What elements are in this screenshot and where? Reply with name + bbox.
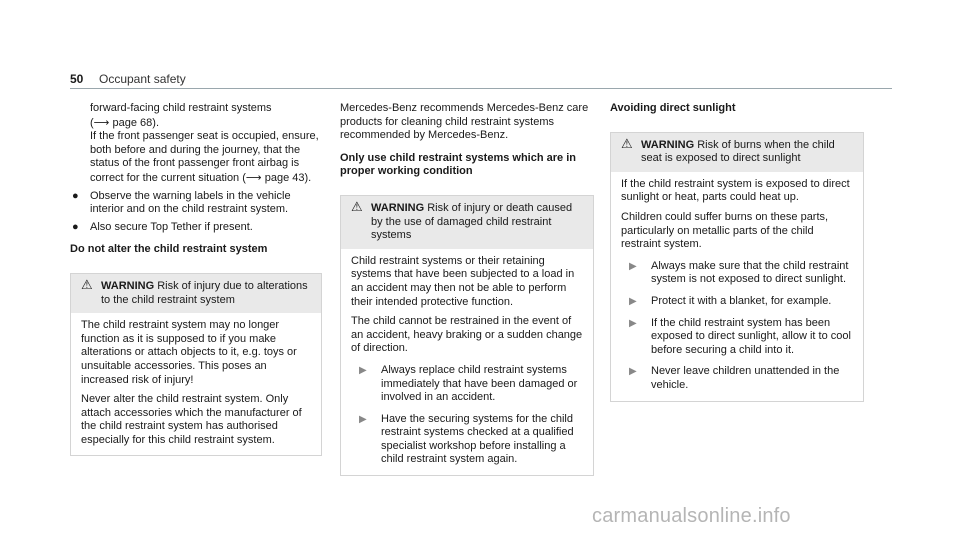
warning-header [341,196,593,249]
play-arrow-icon: ▶ [629,295,637,307]
list-item: ▶ Protect it with a blanket, for example. [629,294,832,307]
page-ref-link[interactable]: page 68). [112,116,159,129]
page-number: 50 [70,72,84,86]
warning-box [340,195,594,476]
warning-paragraph: Children could suffer burns on these parts, particularly on metallic parts of the child restraint system. [621,210,829,251]
list-item: ▶ Always make sure that the child restraint system is not exposed to direct sunlight. [629,259,849,286]
section-heading: Only use child restraint systems which are in proper working condition [340,151,576,178]
warning-header [611,133,863,172]
warning-body [341,249,593,475]
list-item: ▶ If the child restraint system has been exposed to direct sunlight, allow it to cool before securing a child into it. [629,316,851,356]
warning-box [70,273,322,457]
section-heading: Do not alter the child restraint system [70,243,268,256]
warning-paragraph: Never alter the child restraint system. Only attach accessories which the manufacturer of the child restraint system has authorised especially for this child restraint system. [81,393,302,446]
warning-label: WARNING [641,138,695,151]
warning-paragraph: Child restraint systems or their retaining systems that have been subjected to a load in an accident may then not be able to perform their intended protective function. [351,254,575,308]
warning-paragraph: The child cannot be restrained in the event of an accident, heavy braking or a sudden change of direction. [351,315,583,355]
list-item: ● Observe the warning labels in the vehicle interior and on the child restraint system. [72,189,291,216]
warning-label: WARNING [101,279,155,292]
warning-title: Risk of injury or death caused by the use of damaged child restraint systems [371,201,573,242]
column-right [610,102,864,402]
warning-header [71,274,321,313]
page-ref-link[interactable]: page 43). [264,171,312,184]
warning-triangle-icon: ⚠ [621,136,633,152]
list-item: ▶ Never leave children unattended in the vehicle. [629,365,840,391]
continued-paragraph: If the front passenger seat is occupied, ensure, both before and during the journey, that the status of the front passenger front airbag is correct for the current situation (⟶ page 43). [90,130,319,184]
intro-paragraph: Mercedes-Benz recommends Mercedes-Benz care products for cleaning child restraint systems recommended by Mercedes-Benz. [340,102,589,142]
warning-triangle-icon: ⚠ [81,277,93,293]
continued-text: forward-facing child restraint systems (⟶ page 68). [90,102,272,129]
warning-paragraph: The child restraint system may no longer function as it is supposed to if you make alterations or attach objects to it, e.g. toys or unsuitable accessories. This poses an increased risk of injury! [81,319,297,386]
warning-title: Risk of injury due to alterations to the child restraint system [101,279,308,306]
warning-body [71,313,321,455]
list-item: ▶ Always replace child restraint systems immediately that have been damaged or involved in an accident. [359,363,578,404]
bullet-dot-icon: ● [72,220,79,233]
play-arrow-icon: ▶ [629,366,637,378]
list-item: ● Also secure Top Tether if present. [72,220,253,233]
warning-label: WARNING [371,201,425,214]
header-rule [70,88,892,89]
watermark: carmanualsonline.info [592,505,791,527]
bullet-dot-icon: ● [72,189,79,202]
play-arrow-icon: ▶ [359,413,367,425]
warning-body [611,172,863,401]
play-arrow-icon: ▶ [629,317,637,329]
page-header [0,0,960,90]
section-title: Occupant safety [99,72,186,86]
long-arrow-right-icon: ⟶ [245,170,262,184]
warning-paragraph: If the child restraint system is exposed to direct sunlight or heat, parts could heat up. [621,177,850,204]
long-arrow-right-icon: ⟶ [93,115,110,129]
column-middle [340,102,594,476]
list-item: ▶ Have the securing systems for the child restraint systems checked at a qualified specialist workshop before installing a child restraint system again. [359,412,574,466]
warning-title: Risk of burns when the child seat is exposed to direct sunlight [641,138,835,165]
column-left [70,102,322,456]
warning-box [610,132,864,402]
section-heading: Avoiding direct sunlight [610,102,736,114]
play-arrow-icon: ▶ [359,364,367,376]
warning-triangle-icon: ⚠ [351,199,363,215]
play-arrow-icon: ▶ [629,260,637,272]
